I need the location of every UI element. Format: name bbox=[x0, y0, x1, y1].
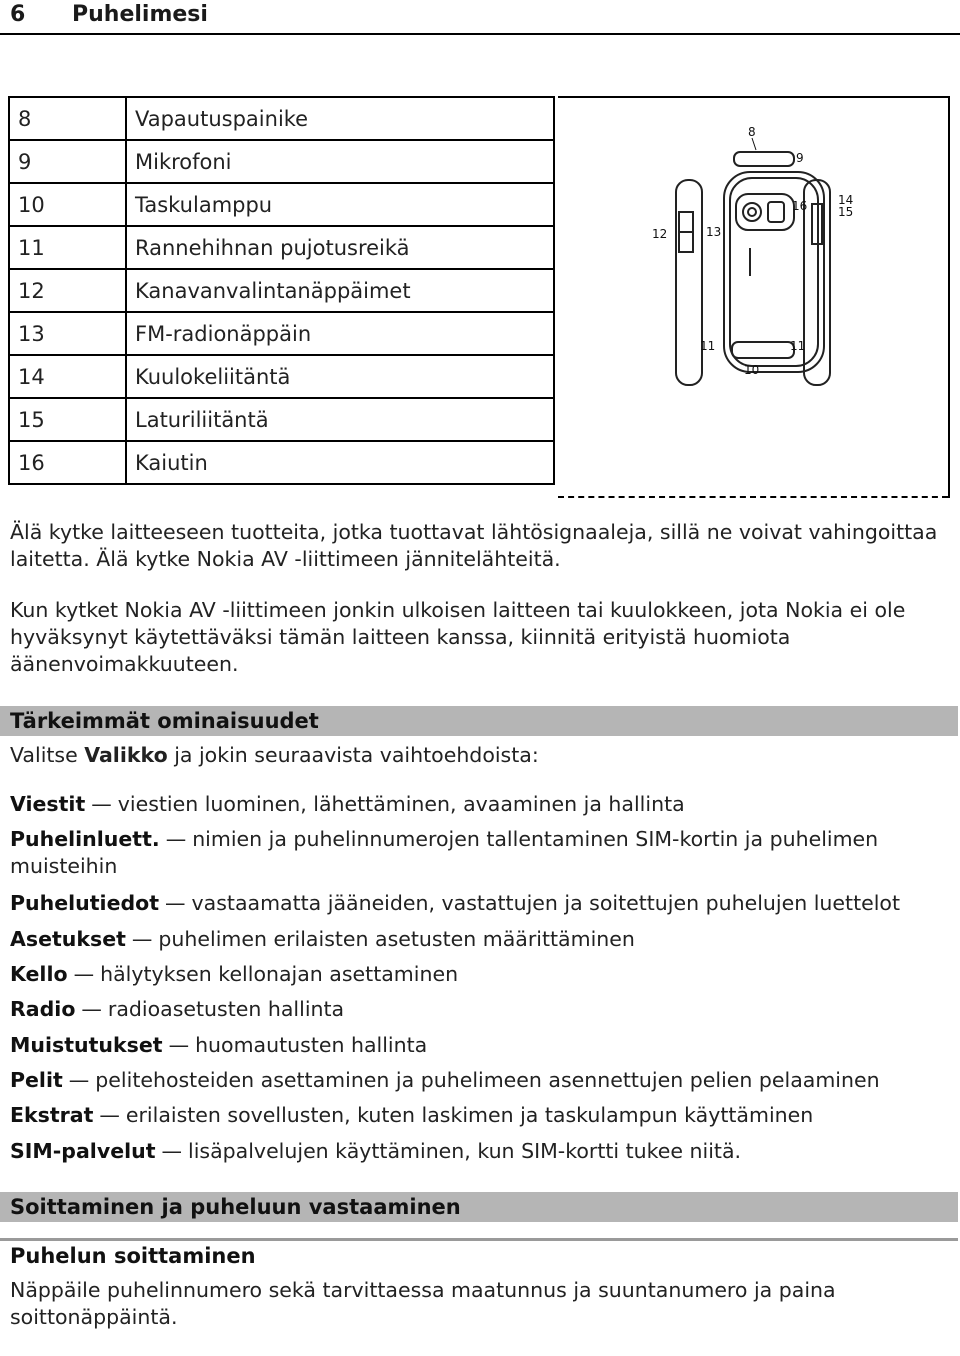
part-number: 9 bbox=[9, 140, 126, 183]
em-dash: — bbox=[73, 962, 95, 986]
callout-14: 14 bbox=[838, 193, 854, 207]
em-dash: — bbox=[131, 927, 153, 951]
menu-desc: pelitehosteiden asettaminen ja puhelimeen asennettujen pelien pelaaminen bbox=[95, 1068, 880, 1092]
part-label: Vapautuspainike bbox=[126, 97, 554, 140]
em-dash: — bbox=[165, 891, 186, 915]
camera-window bbox=[736, 194, 794, 230]
warning-paragraph-2: Kun kytket Nokia AV -liittimeen jonkin ulkoisen laitteen tai kuulokkeen, jota Nokia ei ole hyväksynyt käytettäväksi tämän laitteen kanssa, kiinnitä erityistä huomiota äänenvoimakkuuteen. bbox=[10, 598, 906, 676]
part-label: Kanavanvalintanäppäimet bbox=[126, 269, 554, 312]
section-title: Tärkeimmät ominaisuudet bbox=[10, 709, 319, 733]
em-dash: — bbox=[81, 997, 102, 1021]
table-row bbox=[9, 140, 554, 183]
em-dash: — bbox=[91, 792, 112, 816]
em-dash: — bbox=[68, 1068, 90, 1092]
table-row bbox=[9, 97, 554, 140]
phone-diagram bbox=[558, 96, 950, 498]
list-item bbox=[10, 826, 950, 880]
section-title: Soittaminen ja puheluun vastaaminen bbox=[10, 1195, 461, 1219]
callout-15: 15 bbox=[838, 205, 854, 219]
menu-term: Asetukset bbox=[10, 927, 126, 951]
part-number: 14 bbox=[9, 355, 126, 398]
phone-top bbox=[734, 152, 794, 166]
phone-illustration bbox=[558, 98, 948, 498]
part-number: 15 bbox=[9, 398, 126, 441]
em-dash: — bbox=[165, 827, 187, 851]
part-label: Mikrofoni bbox=[126, 140, 554, 183]
section-header-features bbox=[0, 706, 958, 736]
part-number: 12 bbox=[9, 269, 126, 312]
dashed-divider bbox=[558, 496, 948, 498]
phone-bottom bbox=[732, 342, 794, 358]
menu-desc: vastaamatta jääneiden, vastattujen ja soitettujen puhelujen luettelot bbox=[191, 891, 900, 915]
menu-desc: puhelimen erilaisten asetusten määrittäminen bbox=[158, 927, 635, 951]
em-dash: — bbox=[99, 1103, 120, 1127]
menu-term: Kello bbox=[10, 962, 68, 986]
callout-8: 8 bbox=[748, 125, 756, 139]
callout-11-left: 11 bbox=[700, 339, 716, 353]
menu-term: Puhelinluett. bbox=[10, 827, 160, 851]
menu-desc: lisäpalvelujen käyttäminen, kun SIM-kortti tukee niitä. bbox=[188, 1139, 742, 1163]
menu-desc: hälytyksen kellonajan asettaminen bbox=[100, 962, 459, 986]
menu-term: Ekstrat bbox=[10, 1103, 94, 1127]
menu-term: Puhelutiedot bbox=[10, 891, 160, 915]
page-header bbox=[0, 0, 960, 35]
list-item bbox=[10, 961, 950, 988]
subsection-header bbox=[0, 1238, 958, 1268]
menu-term: Viestit bbox=[10, 792, 86, 816]
callout-13: 13 bbox=[706, 225, 722, 239]
table-row bbox=[9, 355, 554, 398]
menu-desc: huomautusten hallinta bbox=[195, 1033, 428, 1057]
list-item bbox=[10, 1067, 950, 1094]
part-label: Taskulamppu bbox=[126, 183, 554, 226]
intro-text: ja jokin seuraavista vaihtoehdoista: bbox=[167, 743, 539, 767]
part-label: Rannehihnan pujotusreikä bbox=[126, 226, 554, 269]
callout-11-right: 11 bbox=[790, 339, 806, 353]
page-title: Puhelimesi bbox=[72, 2, 208, 27]
part-label: Kuulokeliitäntä bbox=[126, 355, 554, 398]
part-number: 16 bbox=[9, 441, 126, 484]
part-label: FM-radionäppäin bbox=[126, 312, 554, 355]
intro-text: Valitse bbox=[10, 743, 85, 767]
callout-10: 10 bbox=[744, 363, 760, 377]
warning-paragraph-1: Älä kytke laitteeseen tuotteita, jotka tuottavat lähtösignaaleja, sillä ne voivat vahingoittaa laitetta. Älä kytke Nokia AV -liittimeen jännitelähteitä. bbox=[10, 520, 938, 571]
table-row bbox=[9, 312, 554, 355]
part-number: 13 bbox=[9, 312, 126, 355]
section-header-calling bbox=[0, 1192, 958, 1222]
callout-16: 16 bbox=[792, 199, 808, 213]
table-row bbox=[9, 269, 554, 312]
table-row bbox=[9, 441, 554, 484]
table-row bbox=[9, 398, 554, 441]
table-row bbox=[9, 183, 554, 226]
menu-desc: viestien luominen, lähettäminen, avaaminen ja hallinta bbox=[117, 792, 685, 816]
list-item bbox=[10, 996, 950, 1023]
parts-table bbox=[8, 96, 555, 485]
callout-12: 12 bbox=[652, 227, 668, 241]
subsection-title: Puhelun soittaminen bbox=[10, 1244, 256, 1268]
callout-9: 9 bbox=[796, 151, 804, 165]
menu-desc: radioasetusten hallinta bbox=[107, 997, 345, 1021]
list-item bbox=[10, 1138, 950, 1165]
em-dash: — bbox=[168, 1033, 190, 1057]
table-row bbox=[9, 226, 554, 269]
list-item bbox=[10, 1102, 950, 1129]
menu-term: SIM-palvelut bbox=[10, 1139, 156, 1163]
menu-desc: erilaisten sovellusten, kuten laskimen ja taskulampun käyttäminen bbox=[125, 1103, 814, 1127]
part-label: Laturiliitäntä bbox=[126, 398, 554, 441]
page-number: 6 bbox=[10, 2, 26, 27]
menu-desc: nimien ja puhelinnumerojen tallentaminen SIM-kortin ja puhelimen muisteihin bbox=[10, 827, 879, 878]
part-label: Kaiutin bbox=[126, 441, 554, 484]
list-item bbox=[10, 926, 950, 953]
calling-instructions: Näppäile puhelinnumero sekä tarvittaessa maatunnus ja suuntanumero ja paina soittonäppäintä. bbox=[10, 1278, 836, 1329]
menu-reference: Valikko bbox=[84, 743, 168, 767]
menu-term: Muistutukset bbox=[10, 1033, 163, 1057]
list-item bbox=[10, 791, 950, 818]
part-number: 10 bbox=[9, 183, 126, 226]
phone-side-left bbox=[676, 180, 702, 385]
list-item bbox=[10, 890, 950, 917]
em-dash: — bbox=[161, 1139, 183, 1163]
part-number: 11 bbox=[9, 226, 126, 269]
list-item bbox=[10, 1032, 950, 1059]
part-number: 8 bbox=[9, 97, 126, 140]
features-intro bbox=[10, 742, 940, 769]
menu-term: Radio bbox=[10, 997, 76, 1021]
menu-term: Pelit bbox=[10, 1068, 63, 1092]
